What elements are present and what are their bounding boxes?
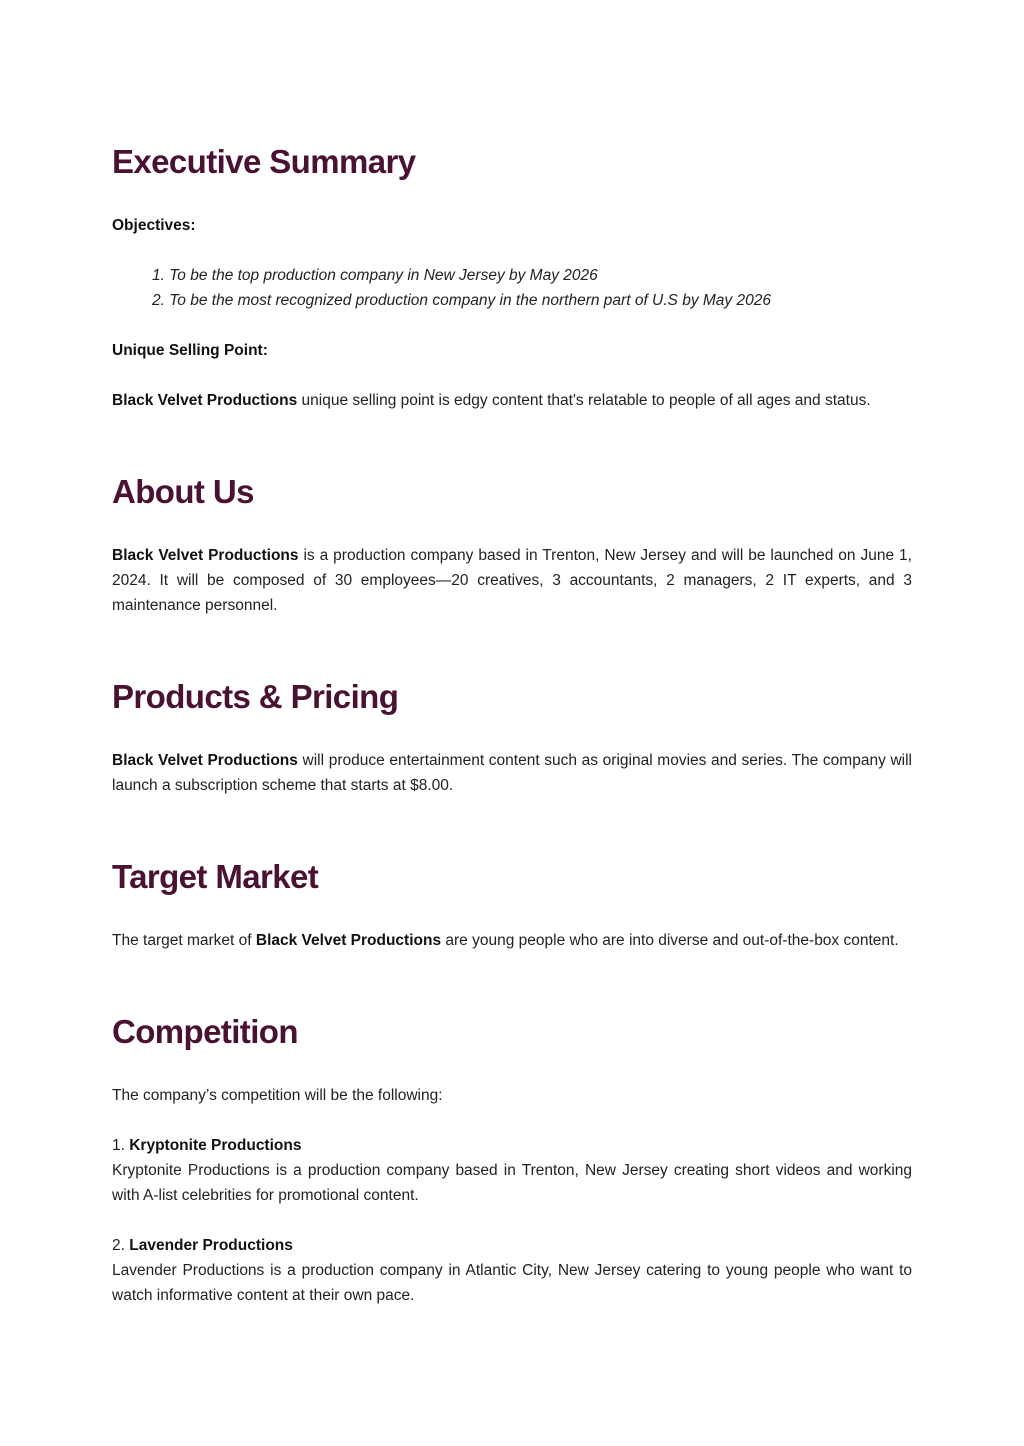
products-pricing-heading: Products & Pricing bbox=[112, 678, 399, 715]
products-pricing-text: will produce entertainment content such as original movies and series. The company will launch a subscription scheme that starts at $8.00. bbox=[112, 752, 912, 794]
products-company-name: Black Velvet Productions bbox=[112, 752, 298, 769]
objective-text: To be the top production company in New Jersey by May 2026 bbox=[169, 267, 598, 284]
products-pricing-paragraph bbox=[112, 748, 912, 798]
objectives-label: Objectives: bbox=[112, 217, 196, 234]
objective-number: 1. bbox=[152, 267, 165, 284]
usp-company-name: Black Velvet Productions bbox=[112, 392, 298, 409]
competitor-2-description: Lavender Productions is a production company in Atlantic City, New Jersey catering to young people who want to watch informative content at their own pace. bbox=[112, 1262, 912, 1304]
objective-item-1 bbox=[152, 263, 598, 288]
competitor-name: Lavender Productions bbox=[129, 1237, 293, 1254]
usp-text: unique selling point is edgy content that's relatable to people of all ages and status. bbox=[297, 392, 871, 409]
target-market-company-name: Black Velvet Productions bbox=[255, 932, 442, 949]
usp-paragraph bbox=[112, 388, 912, 413]
competitor-2-title bbox=[112, 1233, 912, 1258]
objective-text: To be the most recognized production company in the northern part of U.S by May 2026 bbox=[169, 292, 771, 309]
about-us-company-name: Black Velvet Productions bbox=[112, 547, 299, 564]
competitor-number: 1. bbox=[112, 1137, 130, 1154]
competitor-number: 2. bbox=[112, 1237, 130, 1254]
objective-item-2 bbox=[152, 288, 771, 313]
target-market-text-after: are young people who are into diverse and out-of-the-box content. bbox=[441, 932, 899, 949]
competition-heading: Competition bbox=[112, 1013, 298, 1050]
competitor-1-description: Kryptonite Productions is a production company based in Trenton, New Jersey creating short videos and working with A-list celebrities for promotional content. bbox=[112, 1162, 912, 1204]
competitor-name: Kryptonite Productions bbox=[129, 1137, 302, 1154]
about-us-text: is a production company based in Trenton, New Jersey and will be launched on June 1, 2024. It will be composed of 30 employees—20 creatives, 3 accountants, 2 managers, 2 IT experts, and 3 maintenance personnel. bbox=[112, 547, 912, 614]
objective-number: 2. bbox=[152, 292, 165, 309]
executive-summary-heading: Executive Summary bbox=[112, 143, 416, 180]
target-market-heading: Target Market bbox=[112, 858, 319, 895]
about-us-paragraph bbox=[112, 543, 912, 618]
competition-intro: The company’s competition will be the following: bbox=[112, 1087, 443, 1104]
usp-label: Unique Selling Point: bbox=[112, 342, 268, 359]
target-market-text-before: The target market of bbox=[112, 932, 256, 949]
target-market-paragraph bbox=[112, 928, 912, 953]
about-us-heading: About Us bbox=[112, 473, 254, 510]
competitor-1-title bbox=[112, 1133, 912, 1158]
